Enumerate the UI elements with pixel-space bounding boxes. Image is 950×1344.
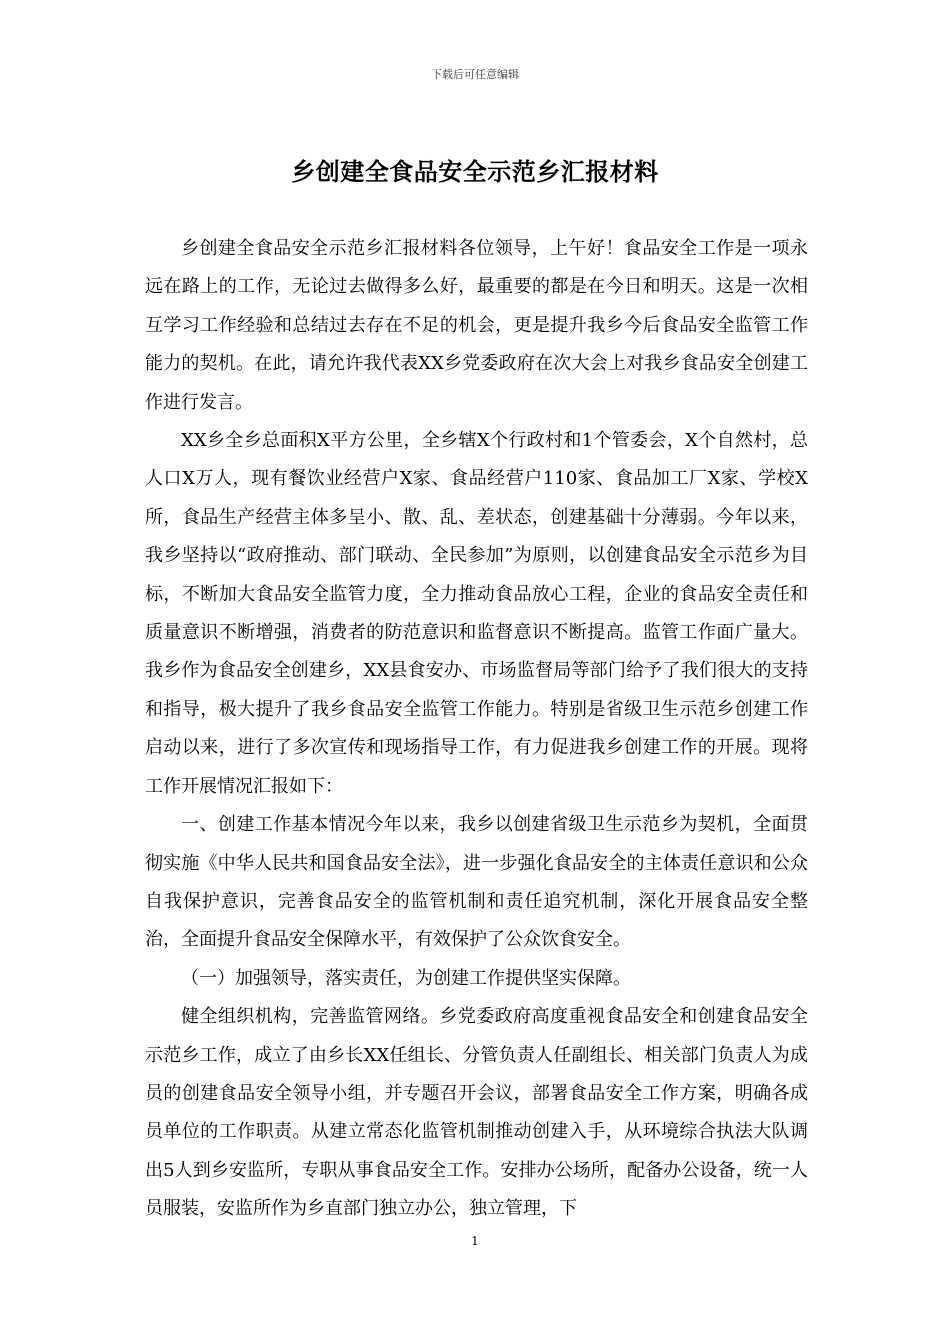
paragraph-section-one: 一、创建工作基本情况今年以来，我乡以创建省级卫生示范乡为契机，全面贯彻实施《中华人民共和国食品安全法》，进一步强化食品安全的主体责任意识和公众自我保护意识，完善食品安全的监管机制和责任追究机制，深化开展食品安全整治，全面提升食品安全保障水平，有效保护了公众饮食安全。 (145, 814, 808, 951)
paragraph-organization: 健全组织机构，完善监管网络。乡党委政府高度重视食品安全和创建食品安全示范乡工作，成立了由乡长XX任组长、分管负责人任副组长、相关部门负责人为成员的创建食品安全领导小组，并专题召开会议，部署食品安全工作方案，明确各成员单位的工作职责。从建立常态化监管机制推动创建入手，从环境综合执法大队调出5人到乡安监所，专职从事食品安全工作。安排办公场所，配备办公设备，统一人员服装，安监所作为乡直部门独立办公，独立管理，下 (145, 1006, 808, 1220)
page-number: 1 (471, 1234, 479, 1248)
document-title: 乡创建全食品安全示范乡汇报材料 (291, 158, 659, 186)
document-body (145, 230, 808, 1229)
paragraph-intro: 乡创建全食品安全示范乡汇报材料各位领导，上午好！食品安全工作是一项永远在路上的工作，无论过去做得多么好，最重要的都是在今日和明天。这是一次相互学习工作经验和总结过去存在不足的机会，更是提升我乡今后食品安全监管工作能力的契机。在此，请允许我代表XX乡党委政府在次大会上对我乡食品安全创建工作进行发言。 (145, 238, 808, 413)
paragraph-subheading: （一）加强领导，落实责任，为创建工作提供坚实保障。 (181, 967, 631, 989)
page-header-note: 下载后可任意编辑 (431, 68, 519, 81)
paragraph-overview: XX乡全乡总面积X平方公里，全乡辖X个行政村和1个管委会，X个自然村，总人口X万人，现有餐饮业经营户X家、食品经营户110家、食品加工厂X家、学校X所，食品生产经营主体多呈小、散、乱、差状态，创建基础十分薄弱。今年以来，我乡坚持以“政府推动、部门联动、全民参加”为原则，以创建食品安全示范乡为目标，不断加大食品安全监管力度，全力推动食品放心工程，企业的食品安全责任和质量意识不断增强，消费者的防范意识和监督意识不断提高。监管工作面广量大。我乡作为食品安全创建乡，XX县食安办、市场监督局等部门给予了我们很大的支持和指导，极大提升了我乡食品安全监管工作能力。特别是省级卫生示范乡创建工作启动以来，进行了多次宣传和现场指导工作，有力促进我乡创建工作的开展。现将工作开展情况汇报如下： (145, 430, 808, 797)
